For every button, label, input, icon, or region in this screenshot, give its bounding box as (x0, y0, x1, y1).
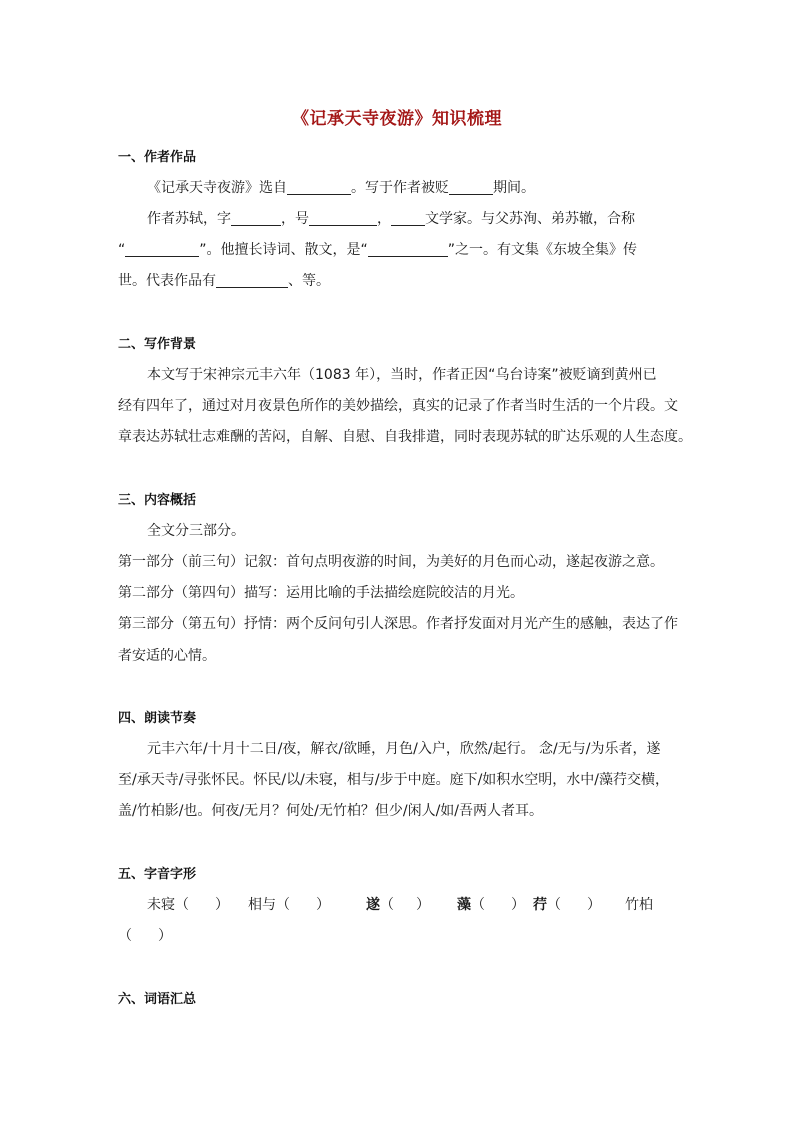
section-3-line-3: 第二部分（第四句）描写：运用比喻的手法描绘庭院皎洁的月光。 (118, 585, 524, 601)
text-fragment: ， (377, 211, 391, 227)
fill-blank (231, 211, 281, 226)
pronunciation-item (533, 894, 601, 914)
pronunciation-item (118, 925, 172, 945)
pronunciation-word: 遂 (366, 897, 380, 913)
pronunciation-item (248, 894, 330, 914)
text-fragment: 作者苏轼，字 (147, 211, 231, 227)
paren-open: （ (118, 928, 132, 944)
pronunciation-item (366, 894, 430, 914)
section-6-heading: 六、词语汇总 (118, 992, 197, 1007)
pronunciation-word-wrapped: 竹柏 (625, 897, 653, 913)
text-fragment: 世。代表作品有 (118, 273, 216, 289)
section-3-line-2: 第一部分（前三句）记叙：首句点明夜游的时间，为美好的月色而心动，遂起夜游之意。 (118, 554, 664, 570)
section-1-heading: 一、作者作品 (118, 150, 197, 165)
text-fragment: ”。他擅长诗词、散文，是“ (199, 242, 368, 258)
section-3-line-4: 第三部分（第五句）抒情：两个反问句引人深思。作者抒发面对月光产生的感触，表达了作 (118, 616, 678, 632)
section-1-line-1 (147, 177, 535, 197)
paren-close: ） (587, 897, 601, 913)
section-3-heading: 三、内容概括 (118, 493, 197, 508)
section-2-heading: 二、写作背景 (118, 337, 197, 352)
text-fragment: 。写于作者被贬 (351, 180, 449, 196)
paren-open: （ (175, 897, 189, 913)
section-1-line-3 (118, 239, 637, 259)
text-fragment: ”之一。有文集《东坡全集》传 (447, 242, 638, 258)
fill-blank (309, 211, 377, 226)
section-3-line-5: 者安适的心情。 (118, 648, 216, 664)
paren-open: （ (380, 897, 394, 913)
paren-close: ） (158, 928, 172, 944)
section-4-line-3: 盖/竹柏影/也。何夜/无月？何处/无竹柏？但少/闲人/如/吾两人者耳。 (118, 803, 544, 819)
section-2-line-3: 章表达苏轼壮志难酬的苦闷，自解、自慰、自我排遣，同时表现苏轼的旷达乐观的人生态度。 (118, 429, 692, 445)
paren-close: ） (416, 897, 430, 913)
pronunciation-word: 荇 (533, 897, 547, 913)
pronunciation-item (147, 894, 229, 914)
pronunciation-word: 未寝 (147, 897, 175, 913)
section-4-heading: 四、朗读节奏 (118, 711, 197, 726)
section-2-line-2: 经有四年了，通过对月夜景色所作的美妙描绘，真实的记录了作者当时生活的一个片段。文 (118, 398, 678, 414)
fill-blank (287, 180, 351, 195)
fill-blank (216, 273, 288, 288)
paren-open: （ (471, 897, 485, 913)
section-4-line-2: 至/承天寺/寻张怀民。怀民/以/未寝，相与/步于中庭。庭下/如积水空明，水中/藻荇交横， (118, 772, 670, 788)
section-3-line-1: 全文分三部分。 (147, 523, 245, 539)
section-1-line-2 (147, 208, 635, 228)
text-fragment: 《记承天寺夜游》选自 (147, 180, 287, 196)
section-2-line-1: 本文写于宋神宗元丰六年（1083 年），当时，作者正因“乌台诗案”被贬谪到黄州已 (147, 367, 657, 383)
section-5-heading: 五、字音字形 (118, 867, 197, 882)
text-fragment: 、等。 (288, 273, 330, 289)
section-1-line-4 (118, 270, 330, 290)
text-fragment: “ (118, 242, 126, 258)
paren-close: ） (511, 897, 525, 913)
fill-blank (391, 211, 425, 226)
pronunciation-word: 相与 (248, 897, 276, 913)
pronunciation-word: 藻 (457, 897, 471, 913)
paren-open: （ (276, 897, 290, 913)
fill-blank (368, 242, 448, 257)
fill-blank (449, 180, 493, 195)
text-fragment: 文学家。与父苏洵、弟苏辙，合称 (425, 211, 635, 227)
paren-close: ） (215, 897, 229, 913)
paren-close: ） (316, 897, 330, 913)
pronunciation-item (457, 894, 525, 914)
fill-blank (125, 242, 199, 257)
text-fragment: ，号 (281, 211, 309, 227)
paren-open: （ (547, 897, 561, 913)
section-4-line-1: 元丰六年/十月十二日/夜，解衣/欲睡，月色/入户，欣然/起行。 念/无与/为乐者，遂 (147, 741, 661, 757)
text-fragment: 期间。 (493, 180, 535, 196)
document-title: 《记承天寺夜游》知识梳理 (292, 109, 502, 129)
